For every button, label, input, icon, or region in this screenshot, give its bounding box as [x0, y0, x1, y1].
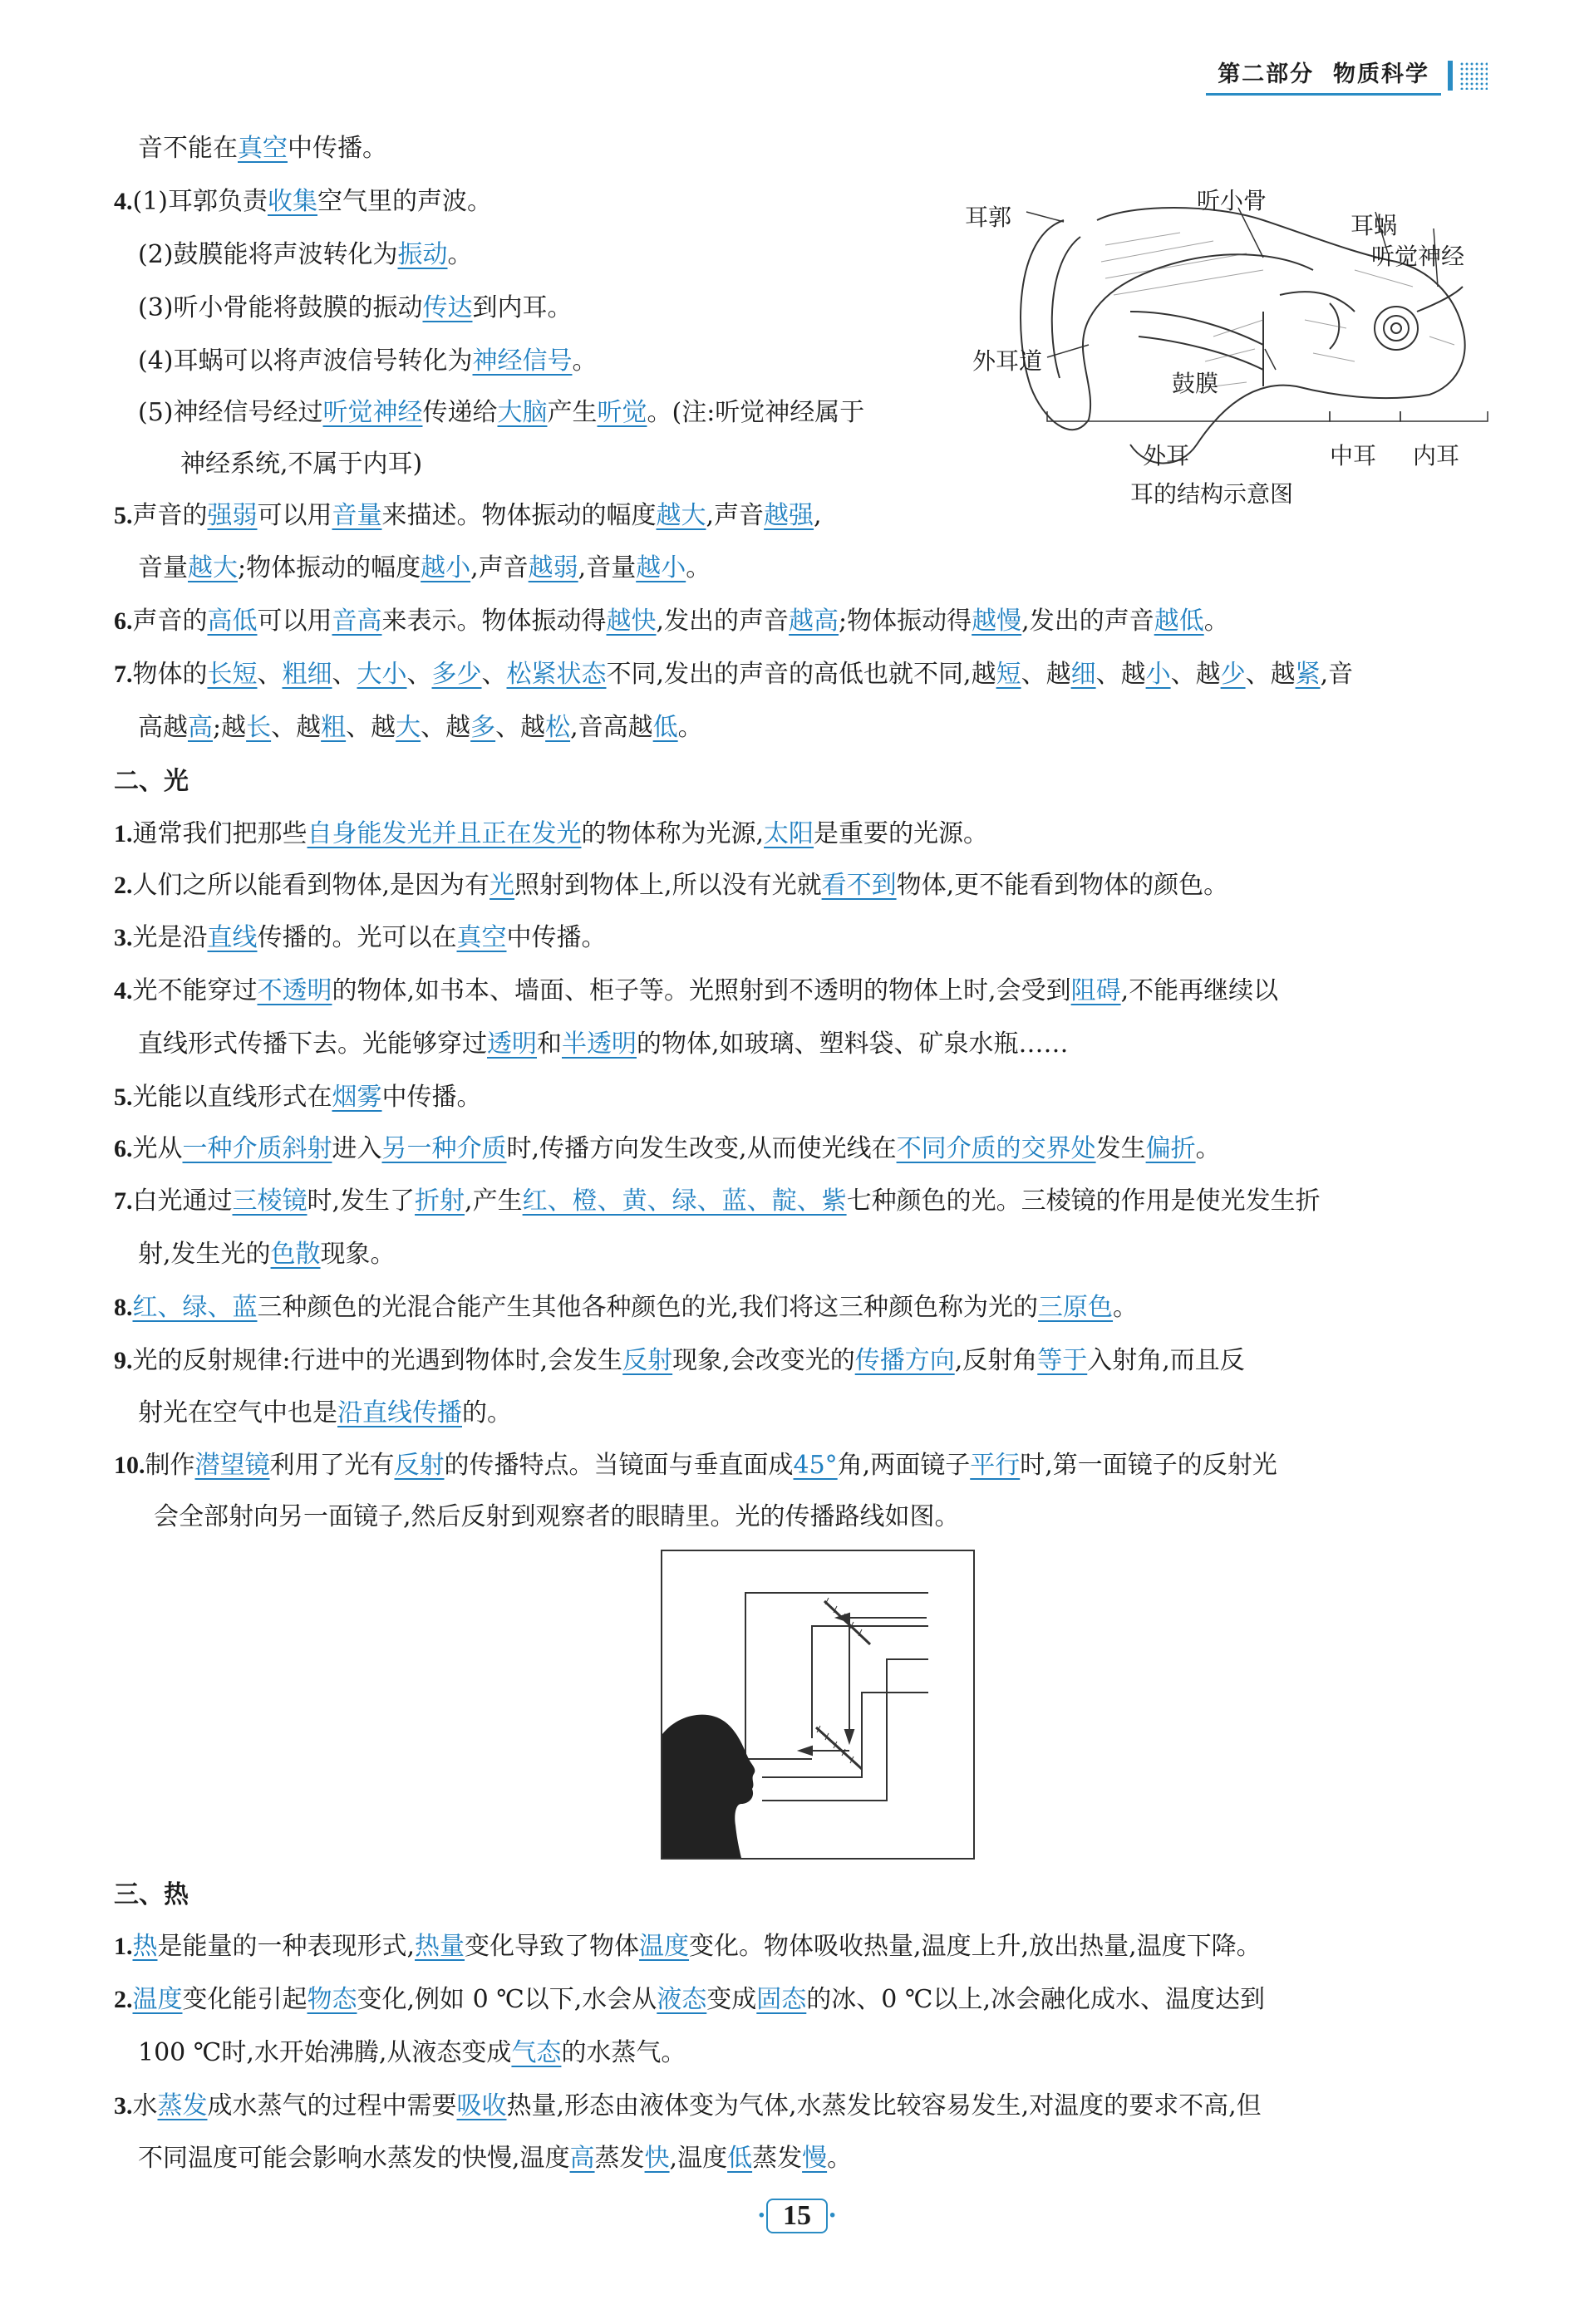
answer-blank: 传达: [422, 293, 473, 322]
text-segment: 、: [332, 660, 357, 689]
answer-blank: 大脑: [497, 398, 548, 427]
answer-blank: 振动: [397, 240, 448, 269]
text-segment: 变化,例如 0 ℃以下,水会从: [357, 1985, 657, 2014]
answer-blank: 越弱: [528, 553, 578, 582]
text-segment: ,声音: [706, 501, 765, 530]
text-segment: 、越: [495, 713, 546, 742]
text-segment: 、越: [346, 713, 396, 742]
text-segment: ,温度: [669, 2144, 728, 2173]
text-segment: (4)耳蜗可以将声波信号转化为: [138, 346, 473, 376]
answer-blank: 温度: [132, 1985, 183, 2014]
light-item-3: 3.光是沿直线传播的。光可以在真空中传播。: [114, 923, 607, 952]
text-segment: 时,第一面镜子的反射光: [1020, 1451, 1277, 1480]
section-title-heat: 三、热: [114, 1880, 189, 1909]
text-segment: 水: [132, 2091, 158, 2120]
text-segment: 的水蒸气。: [561, 2038, 686, 2067]
text-segment: 时,发生了: [307, 1187, 416, 1216]
answer-blank: 太阳: [764, 819, 814, 848]
text-segment: 音不能在: [138, 134, 238, 163]
text-segment: 热量,形态由液体变为气体,水蒸发比较容易发生,对温度的要求不高,但: [506, 2091, 1262, 2120]
item-7-line-1: 7.物体的长短、粗细、大小、多少、松紧状态不同,发出的声音的高低也就不同,越短、越细、越小、越少、越紧,音: [114, 660, 1354, 689]
text-segment: 光从: [132, 1134, 183, 1163]
text-segment: 发生: [1095, 1134, 1146, 1163]
text-segment: 、: [481, 660, 507, 689]
text-segment: 、越: [421, 713, 471, 742]
text-segment: 不同,发出的声音的高低也就不同,越: [606, 660, 996, 689]
footer-dot-right: ·: [828, 2200, 838, 2231]
text-segment: ,发出的声音: [1021, 607, 1154, 636]
heat-item-2-line-1: 2.温度变化能引起物态变化,例如 0 ℃以下,水会从液态变成固态的冰、0 ℃以上,冰会融化成水、温度达到: [114, 1985, 1266, 2014]
answer-blank: 越低: [1154, 607, 1204, 636]
text-segment: (5)神经信号经过: [138, 398, 323, 427]
answer-blank: 沿直线传播: [337, 1398, 462, 1427]
answer-blank: 细: [1070, 660, 1096, 689]
light-item-4-line-2: [138, 1027, 1069, 1062]
text-segment: 、越: [1245, 660, 1296, 689]
label-tingjueshenjing: 听觉神经: [1371, 243, 1465, 270]
text-segment: 通常我们把那些: [132, 819, 307, 848]
label-neier: 内耳: [1413, 442, 1460, 469]
text-segment: 产生: [547, 398, 598, 427]
answer-blank: 物态: [307, 1985, 357, 2014]
heat-item-3-line-2: [138, 2141, 852, 2176]
text-segment: 光能以直线形式在: [132, 1083, 332, 1112]
answer-blank: 吸收: [456, 2091, 507, 2120]
page-number: 15: [766, 2199, 828, 2233]
text-segment: 入射角,而且反: [1087, 1346, 1245, 1375]
text-segment: ,声音: [470, 553, 529, 582]
answer-blank: 收集: [268, 187, 317, 216]
answer-blank: 红、绿、蓝: [132, 1293, 258, 1322]
text-segment: 制作: [145, 1451, 195, 1480]
answer-blank: 烟雾: [332, 1083, 382, 1112]
answer-blank: 越慢: [972, 607, 1022, 636]
text-segment: 光不能穿过: [132, 976, 258, 1005]
text-segment: 蒸发: [594, 2144, 645, 2173]
text-segment: 。: [677, 713, 703, 742]
light-item-8: 8.红、绿、蓝三种颜色的光混合能产生其他各种颜色的光,我们将这三种颜色称为光的三原色。: [114, 1293, 1139, 1322]
text-segment: 蒸发: [752, 2144, 803, 2173]
text-segment: 角,两面镜子: [837, 1451, 971, 1480]
answer-blank: 高低: [207, 607, 258, 636]
answer-blank: 透明: [487, 1029, 537, 1059]
text-segment: 变化。物体吸收热量,温度上升,放出热量,温度下降。: [689, 1932, 1262, 1961]
answer-blank: 液态: [657, 1985, 707, 2014]
text-segment: ,音量: [578, 553, 637, 582]
label-erguo: 耳郭: [965, 204, 1012, 231]
text-segment: 、越: [1095, 660, 1146, 689]
text-segment: 。: [1195, 1134, 1221, 1163]
answer-blank: 色散: [270, 1240, 321, 1269]
footer-dot-left: ·: [756, 2200, 766, 2231]
answer-blank: 热量: [415, 1932, 465, 1961]
text-segment: 、: [406, 660, 432, 689]
answer-blank: 三原色: [1038, 1293, 1114, 1322]
text-segment: 变成: [706, 1985, 757, 2014]
answer-blank: 小: [1145, 660, 1171, 689]
answer-blank: 越高: [789, 607, 839, 636]
text-segment: ,不能再继续以: [1120, 976, 1279, 1005]
light-item-1: 1.通常我们把那些自身能发光并且正在发光的物体称为光源,太阳是重要的光源。: [114, 819, 989, 848]
text-segment: ;物体振动得: [839, 607, 972, 636]
answer-blank: 温度: [639, 1932, 690, 1961]
answer-blank: 自身能发光并且正在发光: [307, 819, 582, 848]
heat-item-1: 1.热是能量的一种表现形式,热量变化导致了物体温度变化。物体吸收热量,温度上升,放出热量,温度下降。: [114, 1932, 1262, 1961]
text-segment: 成水蒸气的过程中需要: [207, 2091, 457, 2120]
answer-blank: 多: [470, 713, 496, 742]
answer-blank: 三棱镜: [232, 1187, 307, 1216]
item-4-line-4: [138, 344, 598, 379]
text-segment: 传递给: [422, 398, 498, 427]
text-segment: 的物体称为光源,: [581, 819, 765, 848]
answer-blank: 气态: [511, 2038, 562, 2067]
light-item-6: 6.光从一种介质斜射进入另一种介质时,传播方向发生改变,从而使光线在不同介质的交界处发生偏折。: [114, 1134, 1221, 1163]
answer-blank: 强弱: [207, 501, 258, 530]
text-segment: 物体,更不能看到物体的颜色。: [896, 871, 1229, 900]
item-6: 6.声音的高低可以用音高来表示。物体振动得越快,发出的声音越高;物体振动得越慢,发出的声音越低。: [114, 607, 1229, 636]
text-segment: 利用了光有: [269, 1451, 395, 1480]
label-gumo: 鼓膜: [1172, 370, 1219, 397]
label-zhonger: 中耳: [1330, 442, 1377, 469]
item-7-line-2: [138, 710, 703, 745]
text-segment: ,音: [1320, 660, 1354, 689]
answer-blank: 少: [1220, 660, 1246, 689]
answer-blank: 多少: [431, 660, 482, 689]
header-text: 第二部分 物质科学: [1206, 56, 1441, 96]
text-segment: 。: [572, 346, 598, 376]
text-segment: 白光通过: [132, 1187, 233, 1216]
answer-blank: 蒸发: [157, 2091, 208, 2120]
answer-blank: 越快: [606, 607, 657, 636]
text-segment: 人们之所以能看到物体,是因为有: [132, 871, 490, 900]
text-segment: 光是沿: [132, 923, 208, 952]
answer-blank: 一种介质斜射: [182, 1134, 332, 1163]
text-segment: 中传播。: [288, 134, 387, 163]
answer-blank: 听觉神经: [322, 398, 423, 427]
answer-blank: 直线: [207, 923, 258, 952]
text-segment: 七种颜色的光。三棱镜的作用是使光发生折: [846, 1187, 1321, 1216]
answer-blank: 听觉: [597, 398, 647, 427]
text-segment: ,反射角: [954, 1346, 1038, 1375]
answer-blank: 越大: [188, 553, 238, 582]
text-segment: 的物体,如玻璃、塑料袋、矿泉水瓶……: [637, 1029, 1069, 1059]
text-segment: 。: [827, 2144, 853, 2173]
observer-silhouette: [662, 1715, 755, 1858]
answer-blank: 低: [727, 2144, 753, 2173]
text-segment: 三种颜色的光混合能产生其他各种颜色的光,我们将这三种颜色称为光的: [257, 1293, 1039, 1322]
text-segment: (1)耳郭负责: [132, 187, 268, 216]
ear-caption: 耳的结构示意图: [1130, 480, 1294, 508]
periscope-figure: [661, 1550, 975, 1860]
answer-blank: 潜望镜: [194, 1451, 270, 1480]
label-waierdao: 外耳道: [972, 347, 1043, 375]
text-segment: 100 ℃时,水开始沸腾,从液态变成: [138, 2038, 512, 2067]
text-segment: ,音高越: [570, 713, 653, 742]
answer-blank: 高: [569, 2144, 595, 2173]
item-4-line-1: 4.(1)耳郭负责收集空气里的声波。: [114, 187, 492, 216]
text-segment: 时,传播方向发生改变,从而使光线在: [506, 1134, 897, 1163]
answer-blank: 另一种介质: [381, 1134, 507, 1163]
item-5-line-2: [138, 551, 711, 586]
text-segment: 变化能引起: [182, 1985, 307, 2014]
answer-blank: 长: [246, 713, 272, 742]
text-segment: 音量: [138, 553, 188, 582]
heat-item-3-line-1: 3.水蒸发成水蒸气的过程中需要吸收热量,形态由液体变为气体,水蒸发比较容易发生,对温度的要求不高,但: [114, 2091, 1262, 2120]
answer-blank: 大小: [357, 660, 407, 689]
item-4-line-3: [138, 291, 573, 326]
text-segment: 。: [1203, 607, 1229, 636]
text-segment: 、越: [271, 713, 322, 742]
text-segment: 现象,会改变光的: [672, 1346, 855, 1375]
item-4-line-6: 神经系统,不属于内耳): [180, 450, 423, 479]
text-segment: 物体的: [132, 660, 208, 689]
text-segment: 的传播特点。当镜面与垂直面成: [444, 1451, 794, 1480]
light-item-5: 5.光能以直线形式在烟雾中传播。: [114, 1083, 482, 1112]
text-segment: 。: [686, 553, 711, 582]
page-footer: [0, 2199, 1594, 2233]
text-segment: 中传播。: [381, 1083, 482, 1112]
page-header: [1206, 57, 1488, 95]
light-item-4-line-1: 4.光不能穿过不透明的物体,如书本、墙面、柜子等。光照射到不透明的物体上时,会受到阻碍,不能再继续以: [114, 976, 1279, 1005]
answer-blank: 平行: [970, 1451, 1021, 1480]
answer-blank: 音高: [332, 607, 382, 636]
answer-blank: 音量: [332, 501, 382, 530]
text-segment: 、越: [1170, 660, 1221, 689]
text-segment: 照射到物体上,所以没有光就: [514, 871, 822, 900]
text-segment: 中传播。: [506, 923, 607, 952]
answer-blank: 紧: [1295, 660, 1321, 689]
answer-blank: 光: [490, 871, 515, 900]
text-segment: 不同温度可能会影响水蒸发的快慢,温度: [138, 2144, 570, 2173]
text-segment: (2)鼓膜能将声波转化为: [138, 240, 398, 269]
text-segment: 声音的: [132, 501, 208, 530]
text-segment: ,: [814, 501, 822, 530]
answer-blank: 松紧状态: [506, 660, 607, 689]
answer-blank: 不透明: [257, 976, 332, 1005]
answer-blank: 神经信号: [472, 346, 573, 376]
text-segment: 声音的: [132, 607, 208, 636]
light-item-10-line-2: 会全部射向另一面镜子,然后反射到观察者的眼睛里。光的传播路线如图。: [154, 1502, 960, 1531]
header-dots: [1459, 61, 1488, 90]
text-segment: 空气里的声波。: [317, 187, 492, 216]
answer-blank: 反射: [394, 1451, 445, 1480]
answer-blank: 粗: [321, 713, 347, 742]
light-item-2: 2.人们之所以能看到物体,是因为有光照射到物体上,所以没有光就看不到物体,更不能看到物体的颜色。: [114, 871, 1229, 900]
answer-blank: 传播方向: [854, 1346, 955, 1375]
answer-blank: 越强: [764, 501, 814, 530]
heat-item-2-line-2: [138, 2036, 686, 2071]
text-segment: ,发出的声音: [656, 607, 790, 636]
text-segment: 射光在空气中也是: [138, 1398, 337, 1427]
text-segment: 变化导致了物体: [465, 1932, 640, 1961]
answer-blank: 折射: [415, 1187, 465, 1216]
text-segment: 可以用: [257, 607, 332, 636]
light-item-10-line-1: 10.制作潜望镜利用了光有反射的传播特点。当镜面与垂直面成45°角,两面镜子平行时,第一面镜子的反射光: [114, 1451, 1277, 1480]
answer-blank: 越大: [656, 501, 706, 530]
answer-blank: 慢: [802, 2144, 828, 2173]
text-segment: ;越: [213, 713, 247, 742]
answer-blank: 大: [396, 713, 421, 742]
text-segment: 。(注:听觉神经属于: [647, 398, 865, 427]
text-segment: 的物体,如书本、墙面、柜子等。光照射到不透明的物体上时,会受到: [332, 976, 1071, 1005]
answer-blank: 看不到: [821, 871, 897, 900]
item-4-line-5: [138, 396, 864, 430]
text-segment: 的。: [462, 1398, 512, 1427]
text-segment: ;物体振动的幅度: [238, 553, 421, 582]
text-segment: 是能量的一种表现形式,: [157, 1932, 416, 1961]
answer-blank: 高: [188, 713, 213, 742]
text-segment: 来表示。物体振动得: [381, 607, 607, 636]
answer-blank: 偏折: [1145, 1134, 1196, 1163]
periscope-diagram: [662, 1551, 973, 1858]
text-segment: ,产生: [465, 1187, 523, 1216]
text-segment: 传播的。光可以在: [257, 923, 457, 952]
text-segment: 直线形式传播下去。光能够穿过: [138, 1029, 487, 1059]
text-segment: 射,发生光的: [138, 1240, 271, 1269]
text-segment: 到内耳。: [472, 293, 573, 322]
answer-blank: 45°: [793, 1451, 838, 1480]
text-segment: 光的反射规律:行进中的光遇到物体时,会发生: [132, 1346, 623, 1375]
ear-figure: [964, 170, 1496, 519]
answer-blank: 红、橙、黄、绿、蓝、靛、紫: [522, 1187, 847, 1216]
answer-blank: 热: [132, 1932, 158, 1961]
answer-blank: 真空: [456, 923, 507, 952]
label-tingxiaogu: 听小骨: [1197, 187, 1267, 214]
text-segment: (3)听小骨能将鼓膜的振动: [138, 293, 423, 322]
answer-blank: 反射: [622, 1346, 673, 1375]
label-erwo: 耳蜗: [1350, 212, 1398, 239]
answer-blank: 固态: [756, 1985, 807, 2014]
section-title-light: 二、光: [114, 767, 189, 796]
text-segment: 、: [257, 660, 283, 689]
answer-blank: 半透明: [562, 1029, 637, 1059]
answer-blank: 松: [545, 713, 571, 742]
item-4-line-2: [138, 238, 473, 273]
header-bar: [1448, 61, 1453, 91]
text-segment: 的冰、0 ℃以上,冰会融化成水、温度达到: [806, 1985, 1266, 2014]
answer-blank: 快: [644, 2144, 670, 2173]
answer-blank: 等于: [1037, 1346, 1088, 1375]
light-item-9-line-2: [138, 1396, 512, 1431]
answer-blank: 阻碍: [1070, 976, 1121, 1005]
text-segment: 。: [1113, 1293, 1139, 1322]
light-item-9-line-1: 9.光的反射规律:行进中的光遇到物体时,会发生反射现象,会改变光的传播方向,反射角等于入射角,而且反: [114, 1346, 1245, 1375]
answer-blank: 低: [652, 713, 678, 742]
answer-blank: 真空: [238, 134, 288, 163]
light-item-7-line-2: [138, 1237, 396, 1272]
answer-blank: 越小: [636, 553, 686, 582]
text-segment: 可以用: [257, 501, 332, 530]
answer-blank: 长短: [207, 660, 258, 689]
text-segment: 、越: [1021, 660, 1071, 689]
answer-blank: 短: [996, 660, 1021, 689]
answer-blank: 不同介质的交界处: [896, 1134, 1096, 1163]
text-segment: 高越: [138, 713, 188, 742]
item-5-line-1: 5.声音的强弱可以用音量来描述。物体振动的幅度越大,声音越强,: [114, 501, 822, 530]
text-segment: 是重要的光源。: [814, 819, 989, 848]
light-item-7-line-1: 7.白光通过三棱镜时,发生了折射,产生红、橙、黄、绿、蓝、靛、紫七种颜色的光。三棱镜的作用是使光发生折: [114, 1187, 1321, 1216]
answer-blank: 粗细: [282, 660, 332, 689]
text-line: [138, 131, 387, 166]
text-segment: 来描述。物体振动的幅度: [381, 501, 657, 530]
text-segment: 进入: [332, 1134, 382, 1163]
text-segment: 。: [447, 240, 473, 269]
answer-blank: 越小: [421, 553, 471, 582]
text-segment: 和: [537, 1029, 562, 1059]
label-waier: 外耳: [1143, 442, 1190, 469]
text-segment: 现象。: [320, 1240, 396, 1269]
